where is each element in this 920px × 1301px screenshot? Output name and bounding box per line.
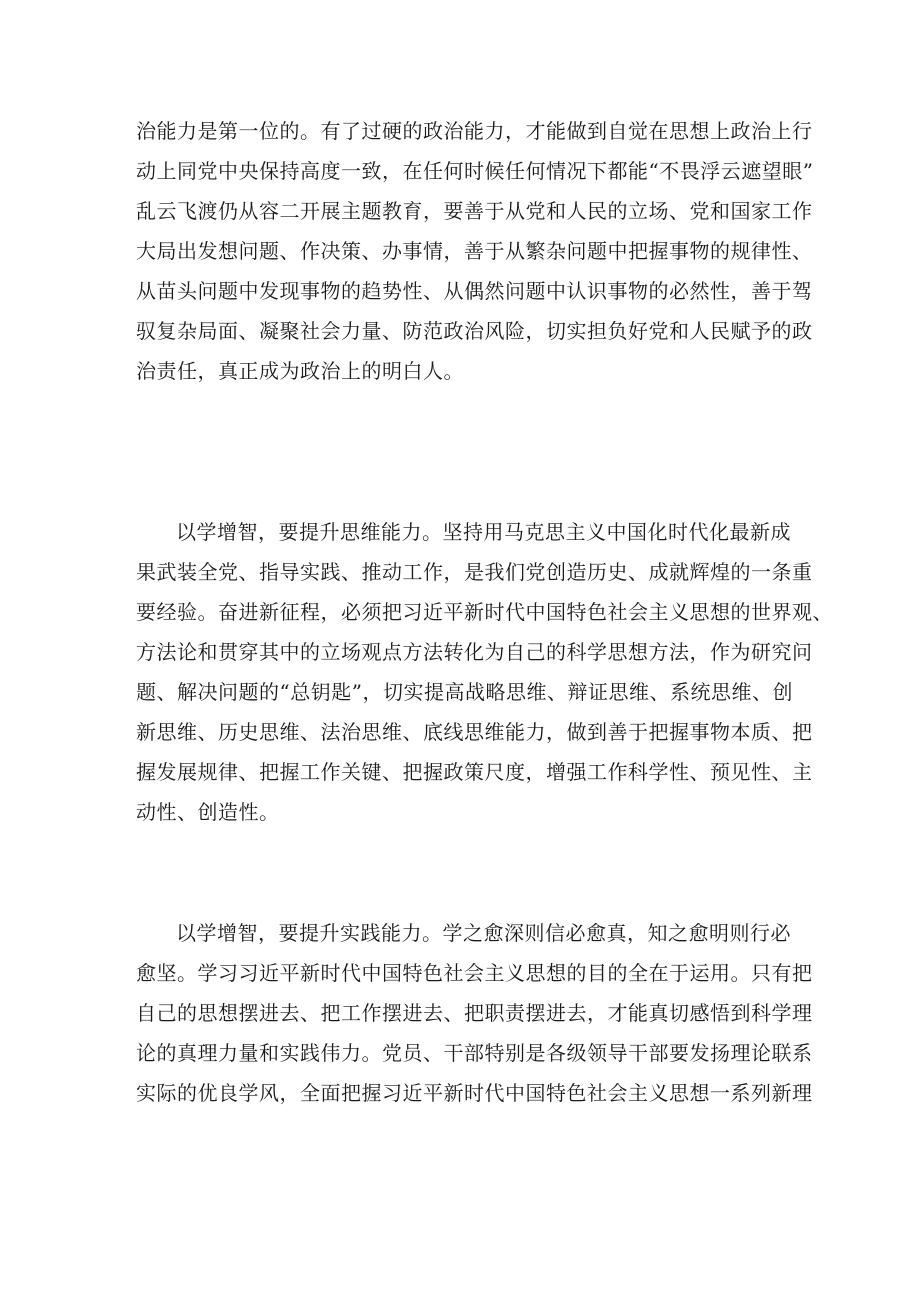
text-line: 实际的优良学风，全面把握习近平新时代中国特色社会主义思想一系列新理 xyxy=(136,1081,813,1105)
text-line: 握发展规律、把握工作关键、把握政策尺度，增强工作科学性、预见性、主 xyxy=(136,760,813,784)
text-line: 自己的思想摆进去、把工作摆进去、把职责摆进去，才能真切感悟到科学理 xyxy=(136,1001,813,1025)
text-line: 果武装全党、指导实践、推动工作，是我们党创造历史、成就辉煌的一条重 xyxy=(136,560,813,584)
text-line: 方法论和贯穿其中的立场观点方法转化为自己的科学思想方法，作为研究问 xyxy=(136,640,813,664)
paragraph-practice-ability xyxy=(136,913,813,1113)
text-line: 以学增智，要提升思维能力。坚持用马克思主义中国化时代化最新成 xyxy=(176,520,791,544)
text-line: 动性、创造性。 xyxy=(136,800,280,824)
text-line: 论的真理力量和实践伟力。党员、干部特别是各级领导干部要发扬理论联系 xyxy=(136,1041,813,1065)
text-line: 治责任，真正成为政治上的明白人。 xyxy=(136,359,464,383)
text-line: 题、解决问题的“总钥匙”，切实提高战略思维、辩证思维、系统思维、创 xyxy=(136,680,793,704)
text-line: 要经验。奋进新征程，必须把习近平新时代中国特色社会主义思想的世界观、 xyxy=(136,600,833,624)
text-line: 以学增智，要提升实践能力。学之愈深则信必愈真，知之愈明则行必 xyxy=(176,921,791,945)
paragraph-political-ability xyxy=(136,111,814,391)
text-line: 大局出发想问题、作决策、办事情，善于从繁杂问题中把握事物的规律性、 xyxy=(136,239,813,263)
text-line: 驭复杂局面、凝聚社会力量、防范政治风险，切实担负好党和人民赋予的政 xyxy=(136,319,813,343)
text-line: 愈坚。学习习近平新时代中国特色社会主义思想的目的全在于运用。只有把 xyxy=(136,961,813,985)
text-line: 动上同党中央保持高度一致，在任何时候任何情况下都能“不畏浮云遮望眼” xyxy=(136,159,814,183)
text-line: 从苗头问题中发现事物的趋势性、从偶然问题中认识事物的必然性，善于驾 xyxy=(136,279,813,303)
text-line: 治能力是第一位的。有了过硬的政治能力，才能做到自觉在思想上政治上行 xyxy=(136,119,813,143)
text-line: 新思维、历史思维、法治思维、底线思维能力，做到善于把握事物本质、把 xyxy=(136,720,813,744)
paragraph-thinking-ability xyxy=(136,512,833,832)
text-line: 乱云飞渡仍从容二开展主题教育，要善于从党和人民的立场、党和国家工作 xyxy=(136,199,813,223)
